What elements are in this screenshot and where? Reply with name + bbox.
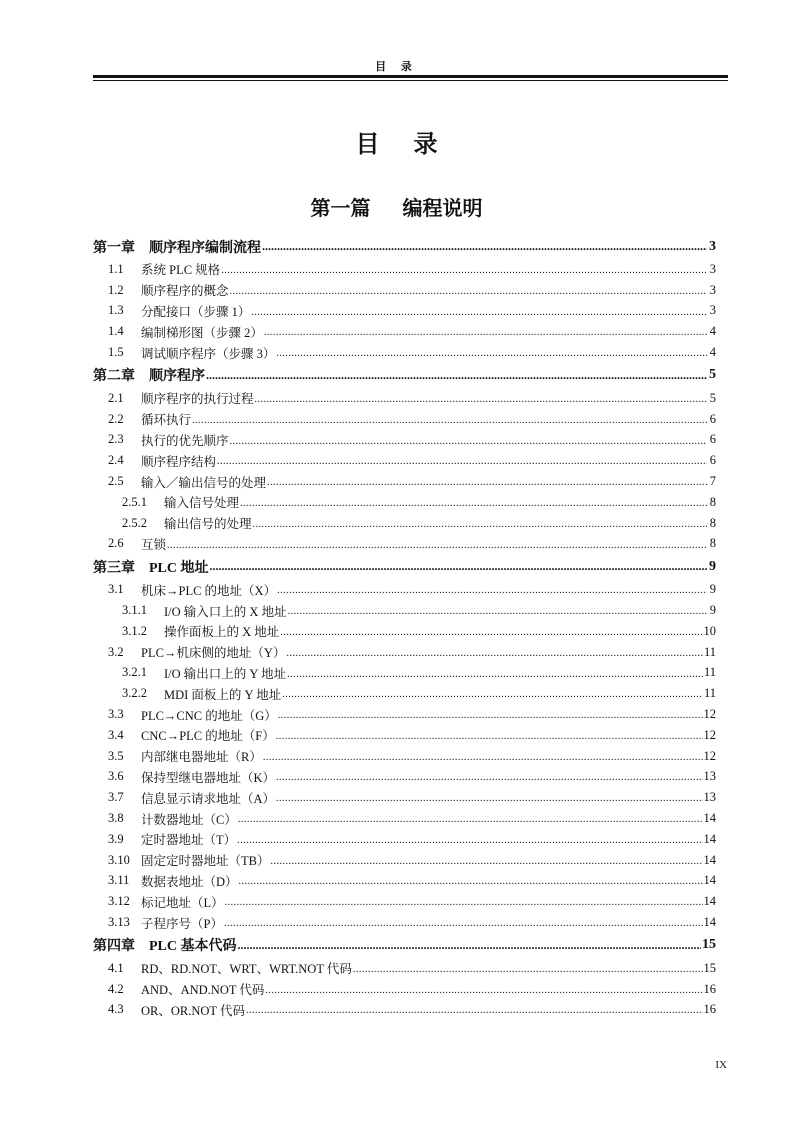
toc-entry-number: 2.6: [108, 536, 124, 551]
toc-entry-label: 固定定时器地址（TB）: [141, 854, 270, 869]
dot-leader: [246, 1003, 703, 1016]
dot-leader: [210, 560, 708, 575]
toc-entry-label: 顺序程序结构: [141, 454, 217, 469]
dot-leader: [278, 708, 703, 721]
page-number: IX: [715, 1059, 727, 1071]
dot-leader: [277, 583, 707, 596]
toc-section-row[interactable]: [93, 534, 716, 555]
running-header: 目 录: [375, 61, 418, 73]
dot-leader: [353, 962, 703, 975]
toc-entry-number: 3.2.1: [122, 665, 147, 680]
toc-entry-page: 10: [703, 623, 716, 638]
dot-leader: [282, 687, 703, 700]
toc-entry-label: 计数器地址（C）: [141, 812, 237, 827]
toc-section-row[interactable]: [93, 704, 716, 725]
toc-entry-page: 13: [703, 769, 716, 784]
toc-entry-page: 14: [703, 894, 716, 909]
toc-entry-page: 13: [703, 790, 716, 805]
dot-leader: [192, 413, 707, 426]
toc-entry-page: 8: [709, 536, 716, 551]
dot-leader: [270, 854, 702, 867]
dot-leader: [276, 770, 702, 783]
dot-leader: [276, 346, 707, 359]
toc-entry-page: 3: [709, 282, 716, 297]
toc-section-row[interactable]: [93, 321, 716, 342]
toc-entry-number: 2.2: [108, 411, 124, 426]
toc-entry-page: 11: [703, 644, 716, 659]
toc-entry-number: 3.2: [108, 644, 124, 659]
toc-section-row[interactable]: [93, 642, 716, 663]
dot-leader: [286, 646, 703, 659]
toc-entry-label: 循环执行: [141, 413, 192, 428]
dot-leader: [276, 791, 702, 804]
toc-section-row[interactable]: [93, 891, 716, 912]
toc-entry-number: 1.3: [108, 303, 124, 318]
toc-section-row[interactable]: [93, 829, 716, 850]
toc-entry-page: 9: [709, 582, 716, 597]
toc-entry-label: 子程序号（P）: [141, 916, 223, 931]
toc-chapter-row[interactable]: [93, 554, 716, 579]
toc-entry-page: 12: [703, 707, 716, 722]
toc-entry-number: 3.1.2: [122, 623, 147, 638]
toc-entry-number: 4.1: [108, 960, 124, 975]
toc-entry-page: 9: [709, 603, 716, 618]
dot-leader: [221, 263, 707, 276]
toc-section-row[interactable]: [93, 280, 716, 301]
toc-section-row[interactable]: [93, 787, 716, 808]
toc-entry-number: 第三章: [93, 560, 135, 576]
toc-section-row[interactable]: [93, 450, 716, 471]
toc-entry-label: I/O 输出口上的 Y 地址: [164, 666, 287, 681]
toc-section-row[interactable]: [93, 958, 716, 979]
toc-entry-page: 11: [703, 665, 716, 680]
toc-entry-page: 5: [709, 367, 716, 383]
dot-leader: [238, 812, 703, 825]
table-of-contents: [93, 234, 716, 1020]
toc-entry-number: 第二章: [93, 369, 135, 385]
toc-entry-number: 2.4: [108, 453, 124, 468]
toc-entry-number: 3.9: [108, 831, 124, 846]
toc-entry-page: 6: [709, 453, 716, 468]
toc-entry-label: 输入／输出信号的处理: [141, 475, 267, 490]
dot-leader: [253, 517, 707, 530]
toc-entry-label: 内部继电器地址（R）: [141, 750, 262, 765]
toc-section-row[interactable]: [93, 912, 716, 933]
toc-entry-label: 顺序程序: [149, 369, 205, 385]
part-title: [0, 192, 793, 221]
toc-entry-page: 16: [703, 1002, 716, 1017]
toc-entry-label: 编制梯形图（步骤 2）: [141, 325, 263, 340]
toc-entry-label: PLC→机床侧的地址（Y）: [141, 646, 286, 661]
toc-section-row[interactable]: [93, 259, 716, 280]
toc-entry-number: 2.5: [108, 474, 124, 489]
dot-leader: [206, 368, 707, 383]
dot-leader: [217, 454, 707, 467]
toc-entry-page: 15: [702, 937, 716, 953]
toc-entry-number: 3.1: [108, 582, 124, 597]
dot-leader: [230, 284, 707, 297]
toc-entry-page: 11: [703, 686, 716, 701]
header-rule-thin: [93, 80, 728, 81]
toc-entry-label: MDI 面板上的 Y 地址: [164, 687, 282, 702]
toc-section-row[interactable]: [93, 430, 716, 451]
toc-entry-page: 3: [709, 303, 716, 318]
toc-entry-label: PLC 基本代码: [149, 939, 237, 955]
toc-entry-page: 5: [709, 390, 716, 405]
toc-entry-label: 互锁: [141, 537, 167, 552]
dot-leader: [288, 604, 707, 617]
dot-leader: [276, 729, 703, 742]
toc-entry-page: 3: [709, 238, 716, 254]
toc-entry-number: 4.2: [108, 981, 124, 996]
toc-entry-label: 信息显示请求地址（A）: [141, 791, 276, 806]
toc-chapter-row[interactable]: [93, 234, 716, 259]
toc-entry-number: 3.8: [108, 811, 124, 826]
toc-entry-label: 输入信号处理: [164, 496, 240, 511]
toc-section-row[interactable]: [93, 979, 716, 1000]
dot-leader: [225, 895, 703, 908]
dot-leader: [224, 916, 703, 929]
toc-entry-number: 3.5: [108, 748, 124, 763]
toc-entry-number: 第四章: [93, 939, 135, 955]
toc-entry-number: 1.2: [108, 282, 124, 297]
toc-subsection-row[interactable]: [93, 600, 716, 621]
toc-subsection-row[interactable]: [93, 663, 716, 684]
toc-entry-number: 3.1.1: [122, 603, 147, 618]
toc-subsection-row[interactable]: [93, 513, 716, 534]
dot-leader: [263, 750, 703, 763]
toc-entry-page: 4: [709, 345, 716, 360]
toc-section-row[interactable]: [93, 388, 716, 409]
toc-section-row[interactable]: [93, 871, 716, 892]
toc-entry-number: 3.10: [108, 852, 130, 867]
dot-leader: [240, 496, 707, 509]
part-name: 编程说明: [402, 198, 483, 220]
dot-leader: [251, 304, 707, 317]
toc-entry-label: 分配接口（步骤 1）: [141, 304, 251, 319]
toc-section-row[interactable]: [93, 808, 716, 829]
toc-entry-label: 执行的优先顺序: [141, 433, 229, 448]
toc-subsection-row[interactable]: [93, 683, 716, 704]
toc-chapter-row[interactable]: [93, 933, 716, 958]
toc-entry-page: 8: [709, 515, 716, 530]
dot-leader: [264, 325, 707, 338]
toc-entry-label: 顺序程序的概念: [141, 284, 229, 299]
dot-leader: [280, 625, 702, 638]
toc-section-row[interactable]: [93, 579, 716, 600]
toc-entry-number: 3.11: [108, 873, 130, 888]
toc-entry-page: 14: [703, 915, 716, 929]
toc-entry-label: 定时器地址（T）: [141, 833, 237, 848]
dot-leader: [237, 833, 702, 846]
dot-leader: [262, 239, 707, 254]
dot-leader: [238, 938, 702, 953]
toc-section-row[interactable]: [93, 1000, 716, 1021]
toc-entry-number: 1.4: [108, 324, 124, 339]
toc-entry-label: 操作面板上的 X 地址: [164, 625, 280, 640]
toc-entry-number: 1.1: [108, 261, 124, 276]
toc-entry-number: 2.3: [108, 432, 124, 447]
toc-entry-page: 15: [703, 960, 716, 975]
toc-entry-number: 3.4: [108, 727, 124, 742]
toc-entry-number: 1.5: [108, 345, 124, 360]
toc-entry-number: 2.1: [108, 390, 124, 405]
toc-entry-page: 9: [709, 558, 716, 574]
toc-entry-page: 3: [709, 261, 716, 276]
dot-leader: [267, 475, 707, 488]
toc-section-row[interactable]: [93, 471, 716, 492]
toc-entry-page: 14: [703, 873, 716, 888]
toc-section-row[interactable]: [93, 409, 716, 430]
toc-entry-number: 第一章: [93, 240, 135, 256]
part-number: 第一篇: [310, 198, 371, 220]
toc-entry-label: 系统 PLC 规格: [141, 263, 221, 278]
toc-section-row[interactable]: [93, 725, 716, 746]
dot-leader: [287, 666, 703, 679]
toc-section-row[interactable]: [93, 746, 716, 767]
toc-entry-label: I/O 输入口上的 X 地址: [164, 604, 287, 619]
toc-entry-page: 6: [709, 432, 716, 447]
toc-entry-label: 顺序程序编制流程: [149, 240, 261, 256]
toc-section-row[interactable]: [93, 850, 716, 871]
toc-entry-label: PLC 地址: [149, 560, 209, 576]
toc-entry-page: 7: [709, 474, 716, 489]
toc-entry-label: 机床→PLC 的地址（X）: [141, 583, 277, 598]
toc-entry-number: 4.3: [108, 1002, 124, 1017]
toc-entry-label: 标记地址（L）: [141, 895, 224, 910]
toc-entry-label: PLC→CNC 的地址（G）: [141, 708, 277, 723]
toc-entry-number: 3.12: [108, 894, 130, 909]
toc-chapter-row[interactable]: [93, 363, 716, 388]
dot-leader: [239, 874, 703, 887]
toc-entry-number: 3.6: [108, 769, 124, 784]
toc-section-row[interactable]: [93, 301, 716, 322]
dot-leader: [167, 537, 707, 550]
toc-entry-label: AND、AND.NOT 代码: [141, 983, 265, 998]
toc-entry-page: 14: [703, 852, 716, 867]
toc-entry-page: 14: [703, 831, 716, 846]
toc-entry-page: 8: [709, 494, 716, 509]
toc-entry-number: 3.2.2: [122, 686, 147, 701]
toc-section-row[interactable]: [93, 767, 716, 788]
toc-entry-number: 3.7: [108, 790, 124, 805]
toc-entry-number: 2.5.1: [122, 494, 147, 509]
header-rule-thick: [93, 75, 728, 78]
toc-entry-page: 14: [703, 811, 716, 826]
toc-entry-label: 数据表地址（D）: [141, 874, 238, 889]
toc-entry-page: 12: [703, 727, 716, 742]
toc-entry-page: 4: [709, 324, 716, 339]
toc-entry-page: 16: [703, 981, 716, 996]
toc-entry-label: 调试顺序程序（步骤 3）: [141, 346, 276, 361]
toc-entry-label: 保持型继电器地址（K）: [141, 770, 276, 785]
dot-leader: [255, 392, 707, 405]
toc-entry-page: 6: [709, 411, 716, 426]
page-title: 目 录: [355, 132, 452, 158]
toc-entry-label: OR、OR.NOT 代码: [141, 1003, 245, 1018]
toc-entry-page: 12: [703, 748, 716, 763]
toc-entry-label: 输出信号的处理: [164, 517, 252, 532]
toc-subsection-row[interactable]: [93, 492, 716, 513]
toc-entry-number: 2.5.2: [122, 515, 147, 530]
dot-leader: [230, 433, 707, 446]
toc-section-row[interactable]: [93, 342, 716, 363]
toc-entry-label: CNC→PLC 的地址（F）: [141, 729, 275, 744]
toc-subsection-row[interactable]: [93, 621, 716, 642]
toc-entry-number: 3.3: [108, 707, 124, 722]
toc-entry-label: 顺序程序的执行过程: [141, 392, 254, 407]
dot-leader: [265, 983, 702, 996]
toc-entry-number: 3.13: [108, 915, 130, 929]
toc-entry-label: RD、RD.NOT、WRT、WRT.NOT 代码: [141, 962, 352, 977]
